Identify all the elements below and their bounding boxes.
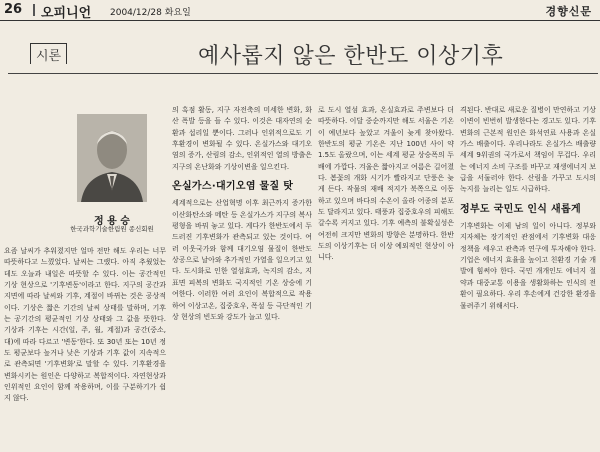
column-4-text-b: 기후변화는 이제 남의 일이 아니다. 정부와 지자체는 장기적인 관점에서 기후변화 대응 정책을 세우고 관측과 연구에 투자해야 한다. 기업은 에너지 효율을 높이고 친환경 기술 개발에 힘써야 한다. 국민 개개인도 에너지 절약과 대중교통 이용을 생활화하는 인식의 전환이 필요하다. 우리 후손에게 건강한 환경을 물려주기 위해서다. <box>460 222 596 310</box>
author-portrait-image <box>77 114 147 202</box>
article-column-4 <box>460 105 596 452</box>
issue-date: 2004/12/28 화요일 <box>110 8 191 18</box>
article-column-1 <box>4 246 166 452</box>
column-2-text: 의 흑점 활동, 지구 자전축의 미세한 변화, 화산 폭발 등을 들 수 있다. 이것은 대자연의 순환과 섭리일 뿐이다. 그러나 인위적으로도 기후환경이 변화될 수 있다. 온실가스와 대기오염의 증가, 산림의 감소, 인위적인 열의 방출은 지구의 온난화와 기상이변을 일으킨다. <box>172 106 312 171</box>
article-column-3 <box>318 105 454 452</box>
author-photo <box>77 114 147 202</box>
article-column-2 <box>172 105 312 452</box>
column-label: 시론 <box>30 43 67 64</box>
article-headline: 예사롭지 않은 한반도 이상기후 <box>198 44 504 69</box>
subheading-1: 온실가스·대기오염 물질 탓 <box>172 181 294 193</box>
page-number: 26 <box>4 2 23 17</box>
column-2-text-b: 세계적으로는 산업혁명 이후 최근까지 증가한 이산화탄소와 메탄 등 온실가스가 지구의 복사평형을 바꿔 놓고 있다. 게다가 한반도에서 두드러진 기후변화가 관측되고 있는 것이다. 여러 이웃국가와 함께 대기오염 물질이 한반도 상공으로 날아와 추가적인 가열을 일으키고 있다. 도시화로 인한 열섬효과, 녹지의 감소, 지표면 피복의 변화도 국지적인 기온 상승에 기여한다. 이러한 여러 요인이 복합적으로 작용하여 이상고온, 집중호우, 폭설 등 극단적인 기상 현상의 빈도와 강도가 늘고 있다. <box>172 199 312 321</box>
page-header <box>0 0 600 21</box>
column-1-text: 요즘 날씨가 추워졌지만 얼마 전만 해도 우리는 너무 따뜻하다고 느꼈었다. 날씨는 그랬다. 아직 추웠었는데도 오늘과 내일은 따뜻할 수 있다. 이는 공간적인 기상 현상으로 '기후변동'이라고 한다. 지구의 공간과 지면에 따라 날씨와 기후, 계절이 바뀌는 것은 공상적이다. 기상은 짧은 기간의 날씨 상태를 말하며, 기후는 공기간의 평균적인 기상 상태와 그 값을 뜻한다. 기상과 기후는 시간(일, 주, 월, 계절)과 공간(중소, 대)에 따라 다르고 '변동'한다. 또 30년 또는 10년 정도 평균보다 높거나 낮은 기상과 기후 값이 지속적으로 관측되면 '기후변화'로 말할 수 있다. 기후환경을 변화시키는 원인은 다양하고 복합적이다. 자연현상과 인위적인 요인이 함께 작용하며, 이를 구분하기가 쉽지 않다. <box>4 247 166 403</box>
header-divider <box>33 4 35 16</box>
author-name: 정 용 승 <box>94 216 130 227</box>
column-3-text: 로 도시 열섬 효과, 온실효과로 주변보다 더 따뜻하다. 이달 중순까지만 해도 서울은 기온이 예년보다 높았고 겨울이 늦게 찾아왔다. 한반도의 평균 기온은 지난 100년 사이 약 1.5도 올랐으며, 이는 세계 평균 상승폭의 두 배에 가깝다. 겨울은 짧아지고 여름은 길어졌다. 봄꽃의 개화 시기가 빨라지고 단풍은 늦게 든다. 작물의 재배 적지가 북쪽으로 이동하고 있으며 바다의 수온이 올라 어종의 분포도 달라지고 있다. 태풍과 집중호우의 피해도 갈수록 커지고 있다. 기후 예측의 불확실성은 여전히 크지만 변화의 방향은 분명하다. 한반도의 이상기후는 더 이상 예외적인 현상이 아니다. <box>318 106 454 262</box>
column-4-text: 격된다. 반대로 새로운 질병이 만연하고 기상이변이 빈번히 발생한다는 경고도 있다. 기후변화의 근본적 원인은 화석연료 사용과 온실가스 배출이다. 우리나라도 온실가스 배출량 세계 9위권의 국가로서 책임이 무겁다. 우리는 에너지 소비 구조를 바꾸고 재생에너지 보급을 서둘러야 한다. 산림을 가꾸고 도시의 녹지를 늘리는 일도 시급하다. <box>460 106 596 194</box>
section-name: 오피니언 <box>41 6 92 21</box>
author-title: 한국과학기술한림원 종신회원 <box>70 225 154 233</box>
article-title-box <box>8 35 598 74</box>
newspaper-masthead: 경향신문 <box>545 5 592 18</box>
subheading-2: 정부도 국민도 인식 새롭게 <box>460 203 581 215</box>
